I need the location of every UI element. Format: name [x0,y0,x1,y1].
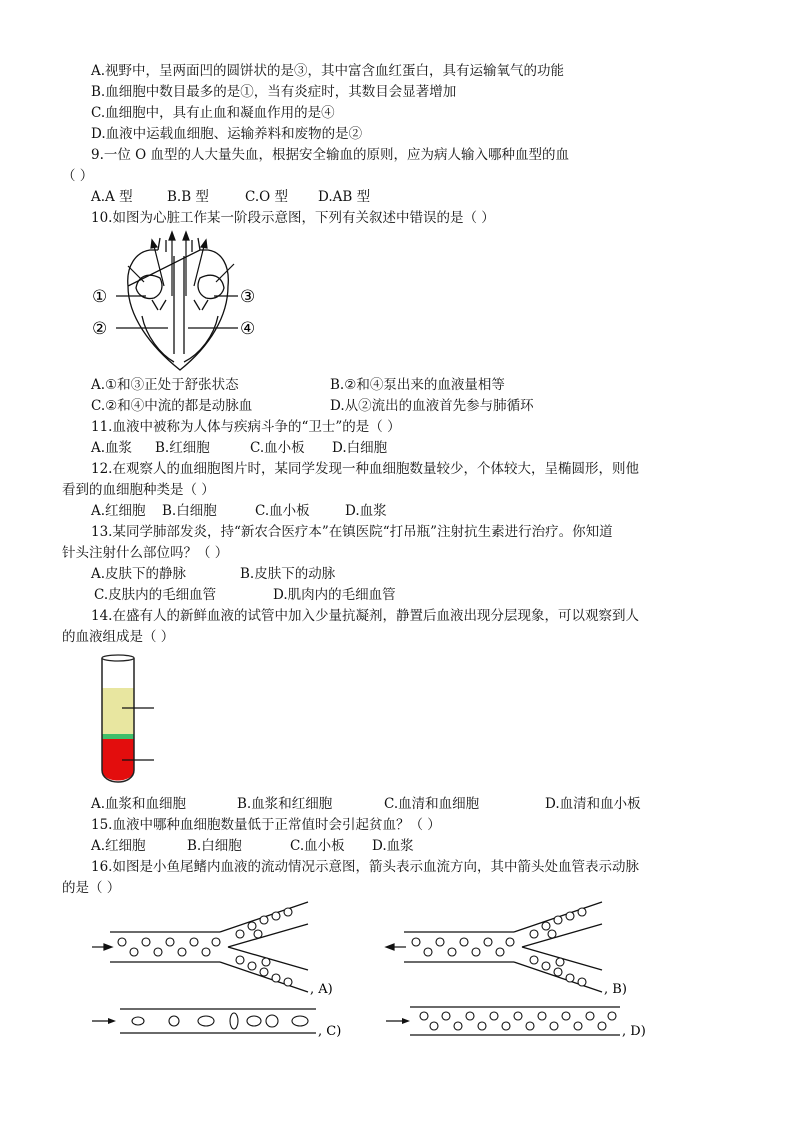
q14-option-b: B.血浆和红细胞 [237,796,333,812]
q11-option-a: A.血浆 [91,440,133,456]
q10-option-b: B.②和④泵出来的血液量相等 [330,377,505,393]
q8-option-a: A.视野中，呈两面凹的圆饼状的是③，其中富含血红蛋白，具有运输氧气的功能 [91,63,565,79]
q10-option-a: A.①和③正处于舒张状态 [91,377,239,393]
q12-option-a: A.红细胞 [91,503,146,519]
q13-option-a: A.皮肤下的静脉 [91,566,187,582]
q14-option-a: A.血浆和血细胞 [91,796,187,812]
q15-option-d: D.血浆 [372,838,414,854]
vessel-diagram-b [384,898,634,998]
vessel-label-d: , D) [622,1024,646,1039]
test-tube-diagram [98,652,168,792]
heart-label-3: ③ [240,287,256,307]
vessel-label-a: , A) [310,982,333,997]
q9-option-d: D.AB 型 [318,189,371,205]
vessel-diagram-c [90,1003,350,1043]
q12-option-c: C.血小板 [255,503,310,519]
vessel-label-c: , C) [318,1024,342,1039]
q10-option-c: C.②和④中流的都是动脉血 [91,398,253,414]
q13-option-b: B.皮肤下的动脉 [240,566,336,582]
q12-stem-cont: 看到的血细胞种类是（ ） [62,482,215,498]
q8-option-b: B.血细胞中数目最多的是①，当有炎症时，其数目会显著增加 [91,84,457,100]
q11-stem: 11.血液中被称为人体与疾病斗争的“卫士”的是（ ） [91,419,401,435]
q13-stem-cont: 针头注射什么部位吗？（ ） [62,545,229,561]
q14-option-c: C.血清和血细胞 [384,796,480,812]
q14-stem: 14.在盛有人的新鲜血液的试管中加入少量抗凝剂，静置后血液出现分层现象，可以观察到人 [91,608,639,624]
q15-option-c: C.血小板 [290,838,345,854]
heart-label-1: ① [92,287,108,307]
q9-answer-paren: （ ） [62,168,94,184]
q14-option-d: D.血清和血小板 [545,796,641,812]
q12-option-b: B.白细胞 [162,503,217,519]
q14-stem-cont: 的血液组成是（ ） [62,629,175,645]
buffy-coat-layer [102,734,134,739]
q10-option-d: D.从②流出的血液首先参与肺循环 [330,398,534,414]
q15-option-a: A.红细胞 [91,838,146,854]
q13-stem: 13.某同学肺部发炎，持“新农合医疗本”在镇医院“打吊瓶”注射抗生素进行治疗。你知道 [91,524,613,540]
vessel-diagram-a [90,898,340,998]
q8-option-d: D.血液中运载血细胞、运输养料和废物的是② [91,126,363,142]
q8-option-c: C.血细胞中，具有止血和凝血作用的是④ [91,105,335,121]
vessel-label-b: , B) [604,982,627,997]
q12-stem: 12.在观察人的血细胞图片时，某同学发现一种血细胞数量较少，个体较大，呈椭圆形，则他 [91,461,639,477]
q16-stem: 16.如图是小鱼尾鳍内血液的流动情况示意图，箭头表示血流方向，其中箭头处血管表示动脉 [91,859,639,875]
q13-option-d: D.肌肉内的毛细血管 [273,587,396,603]
vessel-diagram-d [384,1003,654,1043]
heart-label-2: ② [92,319,108,339]
q15-stem: 15.血液中哪种血细胞数量低于正常值时会引起贫血？（ ） [91,817,441,833]
q11-option-d: D.白细胞 [332,440,388,456]
heart-diagram [88,236,278,376]
q13-option-c: C.皮肤内的毛细血管 [94,587,217,603]
q9-option-b: B.B 型 [167,189,209,205]
q11-option-b: B.红细胞 [155,440,210,456]
plasma-layer [102,688,134,734]
q9-option-c: C.O 型 [245,189,288,205]
q11-option-c: C.血小板 [250,440,305,456]
q16-stem-cont: 的是（ ） [62,880,121,896]
heart-label-4: ④ [240,319,256,339]
q9-option-a: A.A 型 [91,189,133,205]
q10-stem: 10.如图为心脏工作某一阶段示意图，下列有关叙述中错误的是（ ） [91,210,495,226]
q12-option-d: D.血浆 [345,503,387,519]
q15-option-b: B.白细胞 [187,838,242,854]
q9-stem: 9.一位 O 血型的人大量失血，根据安全输血的原则，应为病人输入哪种血型的血 [91,147,570,163]
